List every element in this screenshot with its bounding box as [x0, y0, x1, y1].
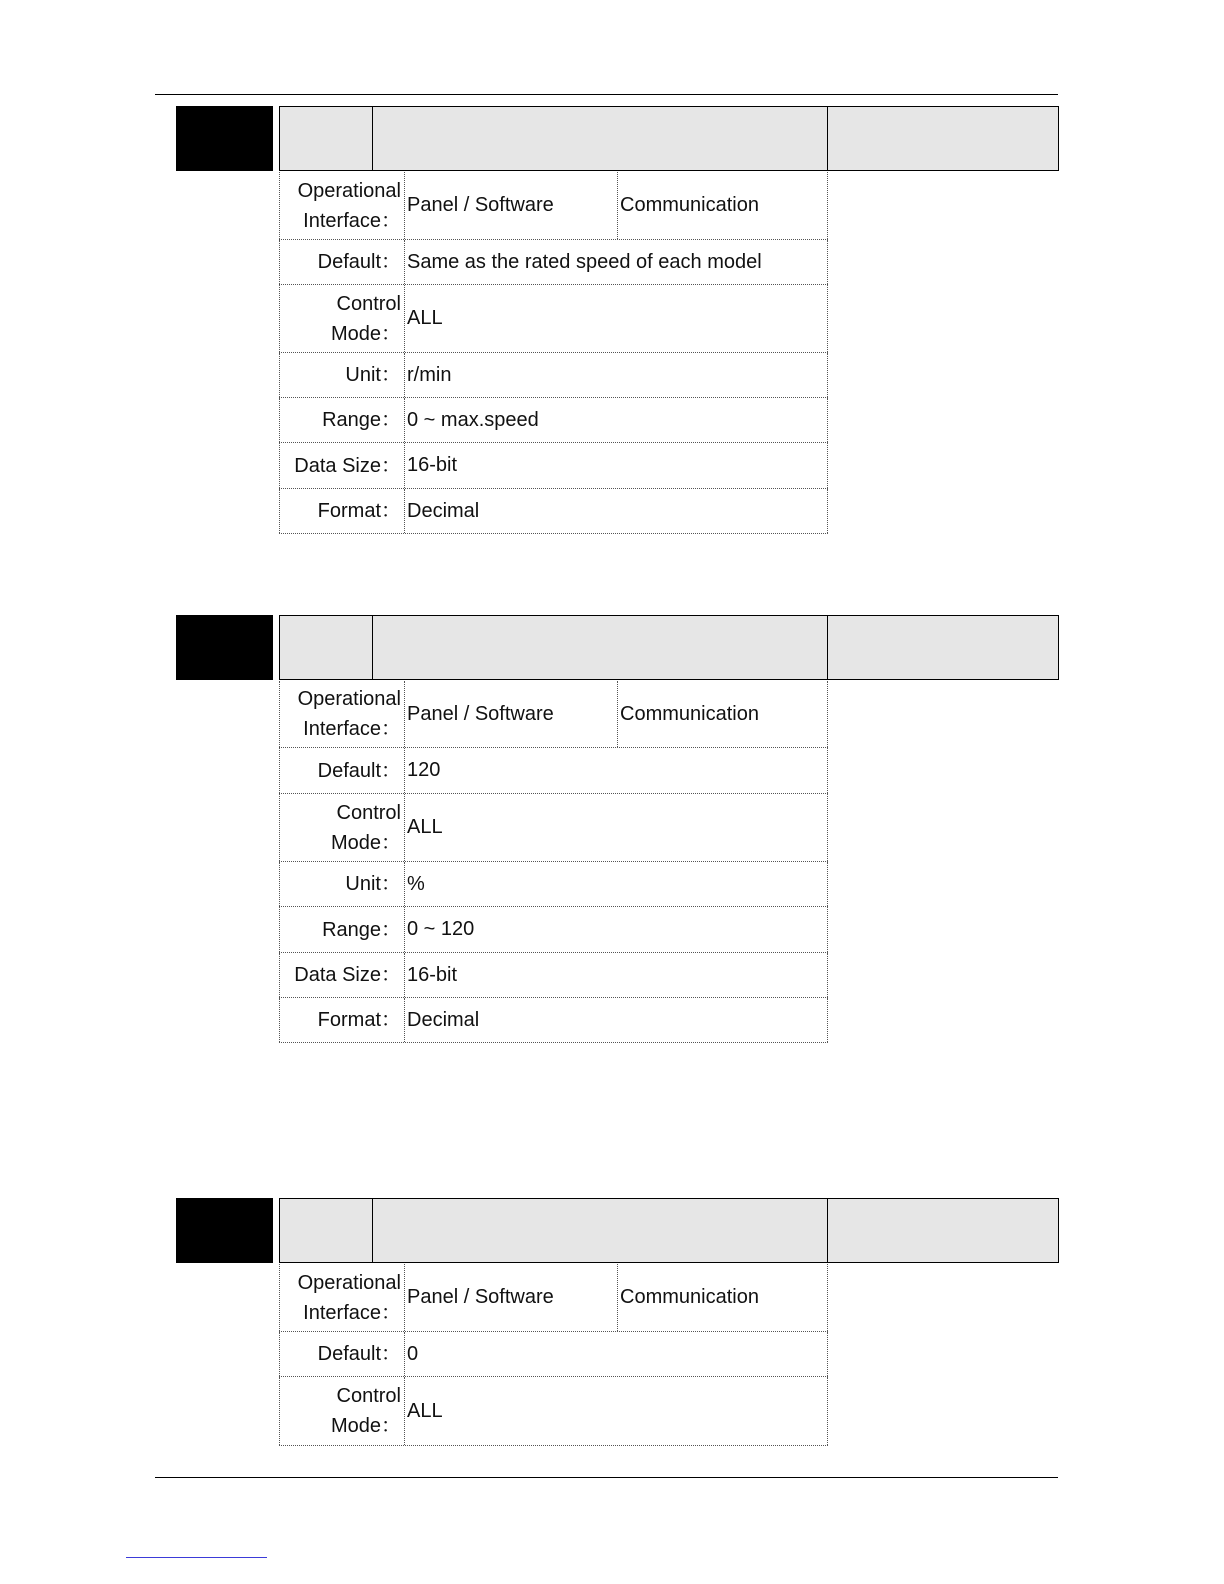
label-default: Default： [317, 759, 401, 782]
row-control-mode [279, 1377, 828, 1446]
row-data-size [279, 443, 828, 489]
row-default [279, 748, 828, 794]
header-cell-name [372, 1198, 829, 1263]
parameter-code-box [176, 106, 273, 171]
label-control-1: Control [336, 1385, 401, 1407]
value-data-size: 16-bit [407, 963, 458, 986]
value-interface-panel: Panel / Software [407, 194, 554, 216]
label-operational-1: Operational [297, 688, 401, 710]
row-unit [279, 862, 828, 907]
header-cell-address-right [827, 615, 1059, 680]
row-range [279, 398, 828, 443]
label-data-size: Data Size： [294, 454, 401, 477]
row-format [279, 998, 828, 1043]
row-unit [279, 353, 828, 398]
label-operational-2: Interface： [303, 209, 401, 232]
row-range [279, 907, 828, 953]
footer-link-underline[interactable] [126, 1557, 267, 1558]
header-cell-name [372, 106, 829, 171]
label-control-1: Control [336, 292, 401, 315]
label-data-size: Data Size： [294, 964, 401, 986]
label-operational-2: Interface： [303, 1301, 401, 1324]
header-cell-address-right [827, 106, 1059, 171]
label-unit: Unit： [345, 364, 401, 386]
label-control-2: Mode： [330, 831, 401, 854]
row-operational-interface [279, 681, 828, 748]
parameter-code-box [176, 615, 273, 680]
value-interface-panel: Panel / Software [407, 1286, 554, 1308]
value-interface-communication: Communication [620, 702, 759, 725]
label-operational-2: Interface： [303, 718, 401, 740]
value-interface-panel: Panel / Software [407, 702, 554, 725]
parameter-code-box [176, 1198, 273, 1263]
row-operational-interface [279, 172, 828, 240]
header-cell-address [279, 106, 374, 171]
label-default: Default： [317, 251, 401, 273]
value-default: Same as the rated speed of each model [407, 250, 762, 273]
label-range: Range： [322, 918, 401, 941]
row-control-mode [279, 285, 828, 353]
label-range: Range： [322, 409, 401, 431]
label-control-2: Mode： [330, 322, 401, 345]
label-format: Format： [317, 1009, 401, 1031]
value-range: 0 ~ 120 [407, 918, 475, 940]
row-default [279, 1332, 828, 1377]
header-cell-name [372, 615, 829, 680]
value-format: Decimal [407, 499, 480, 522]
header-rule [155, 94, 1058, 95]
value-default: 0 [407, 1342, 419, 1365]
label-default: Default： [317, 1343, 401, 1365]
label-format: Format： [317, 500, 401, 522]
header-cell-address [279, 615, 374, 680]
label-control-2: Mode： [330, 1415, 401, 1437]
value-control-mode: ALL [407, 816, 443, 838]
value-unit: r/min [407, 363, 452, 386]
value-interface-communication: Communication [620, 194, 759, 216]
value-control-mode: ALL [407, 1399, 443, 1422]
label-operational-1: Operational [297, 179, 401, 202]
row-default [279, 240, 828, 285]
header-cell-address [279, 1198, 374, 1263]
value-data-size: 16-bit [407, 454, 458, 476]
value-format: Decimal [407, 1008, 480, 1031]
row-data-size [279, 953, 828, 998]
value-interface-communication: Communication [620, 1286, 759, 1308]
label-unit: Unit： [345, 873, 401, 895]
row-operational-interface [279, 1264, 828, 1332]
label-operational-1: Operational [297, 1271, 401, 1294]
row-control-mode [279, 794, 828, 862]
row-format [279, 489, 828, 534]
value-unit: % [407, 872, 425, 895]
header-cell-address-right [827, 1198, 1059, 1263]
value-default: 120 [407, 759, 441, 781]
footer-rule [155, 1477, 1058, 1478]
value-control-mode: ALL [407, 307, 443, 329]
label-control-1: Control [336, 801, 401, 824]
value-range: 0 ~ max.speed [407, 408, 539, 431]
